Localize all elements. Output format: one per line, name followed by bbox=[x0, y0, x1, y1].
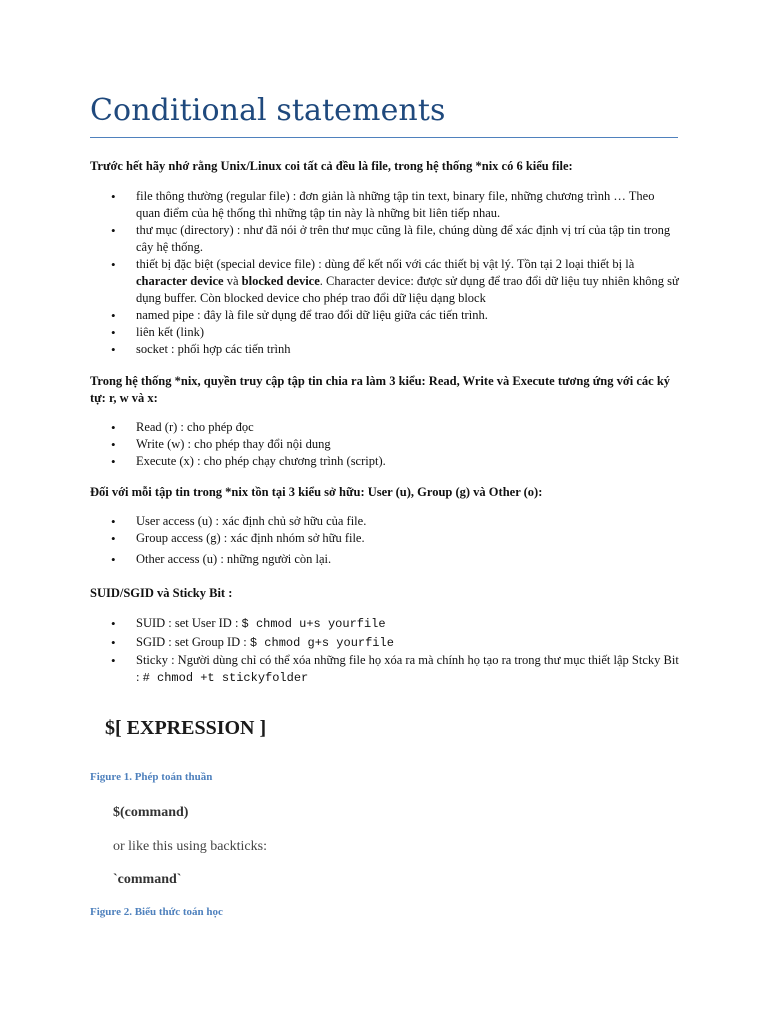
list-item: • Group access (g) : xác định nhóm sở hữu file. bbox=[90, 530, 680, 547]
bold-term-blocked-device: blocked device bbox=[241, 274, 320, 288]
suid-heading: SUID/SGID và Sticky Bit : bbox=[90, 586, 233, 600]
list-item: • Execute (x) : cho phép chạy chương trình (script). bbox=[90, 453, 680, 470]
list-item: • file thông thường (regular file) : đơn giản là những tập tin text, binary file, những chương trình … Theo quan điểm của hệ thống thì những tập tin này là những bit liên tiếp nhau. bbox=[90, 188, 680, 222]
list-item: • Read (r) : cho phép đọc bbox=[90, 419, 680, 436]
ownership-list bbox=[90, 513, 680, 568]
list-item-text: SGID : set Group ID : bbox=[136, 635, 250, 649]
figure1-expression-image: $[ EXPRESSION ] bbox=[105, 717, 267, 739]
list-item: • User access (u) : xác định chủ sở hữu của file. bbox=[90, 513, 680, 530]
page-title: Conditional statements bbox=[90, 93, 446, 128]
permissions-list bbox=[90, 419, 680, 470]
list-item: • socket : phối hợp các tiến trình bbox=[90, 341, 680, 358]
list-item-text: . Character device: được sử dụng để trao đổi dữ liệu tuy nhiên không sử dụng buffer. Còn blocked device cho phép trao đổi dữ liệu dạng block bbox=[136, 274, 679, 305]
list-item bbox=[90, 615, 680, 633]
command-substitution-text: $(command) bbox=[113, 805, 189, 820]
list-item: • liên kết (link) bbox=[90, 324, 680, 341]
list-item bbox=[90, 634, 680, 652]
list-item-text: SUID : set User ID : bbox=[136, 616, 242, 630]
file-types-list bbox=[90, 188, 680, 358]
code-snippet: $ chmod g+s yourfile bbox=[249, 636, 394, 650]
list-item: • named pipe : đây là file sử dụng để trao đổi dữ liệu giữa các tiến trình. bbox=[90, 307, 680, 324]
list-item: • thư mục (directory) : như đã nói ở trên thư mục cũng là file, chúng dùng để xác định vị trí của tập tin trong cây hệ thống. bbox=[90, 222, 680, 256]
list-item-text: thiết bị đặc biệt (special device file) : dùng để kết nối với các thiết bị vật lý. Tồn tại 2 loại thiết bị là bbox=[136, 257, 635, 271]
code-snippet: $ chmod u+s yourfile bbox=[241, 617, 386, 631]
list-item-text: và bbox=[223, 274, 242, 288]
list-item: • Other access (u) : những người còn lại. bbox=[90, 551, 680, 568]
code-snippet: # chmod +t stickyfolder bbox=[142, 671, 309, 685]
backticks-note: or like this using backticks: bbox=[113, 839, 267, 854]
list-item bbox=[90, 256, 680, 307]
backtick-command-text: `command` bbox=[113, 872, 182, 887]
figure1-caption: Figure 1. Phép toán thuần bbox=[90, 771, 213, 783]
suid-list bbox=[90, 615, 680, 687]
file-types-intro: Trước hết hãy nhớ rằng Unix/Linux coi tất cả đều là file, trong hệ thống *nix có 6 kiểu file: bbox=[90, 159, 573, 173]
title-underline bbox=[90, 137, 678, 138]
list-item bbox=[90, 652, 680, 687]
permissions-intro: Trong hệ thống *nix, quyền truy cập tập tin chia ra làm 3 kiểu: Read, Write và Execute tương ứng với các ký tự: r, w và x: bbox=[90, 374, 671, 405]
list-item-text: Sticky : Người dùng chỉ có thể xóa những file họ xóa ra mà chính họ tạo ra trong thư mục thiết lập Stcky Bit : bbox=[136, 653, 679, 684]
list-item: • Write (w) : cho phép thay đổi nội dung bbox=[90, 436, 680, 453]
bold-term-character-device: character device bbox=[136, 274, 224, 288]
ownership-intro: Đối với mỗi tập tin trong *nix tồn tại 3 kiểu sở hữu: User (u), Group (g) và Other (o): bbox=[90, 485, 543, 499]
figure2-caption: Figure 2. Biểu thức toán học bbox=[90, 906, 223, 918]
